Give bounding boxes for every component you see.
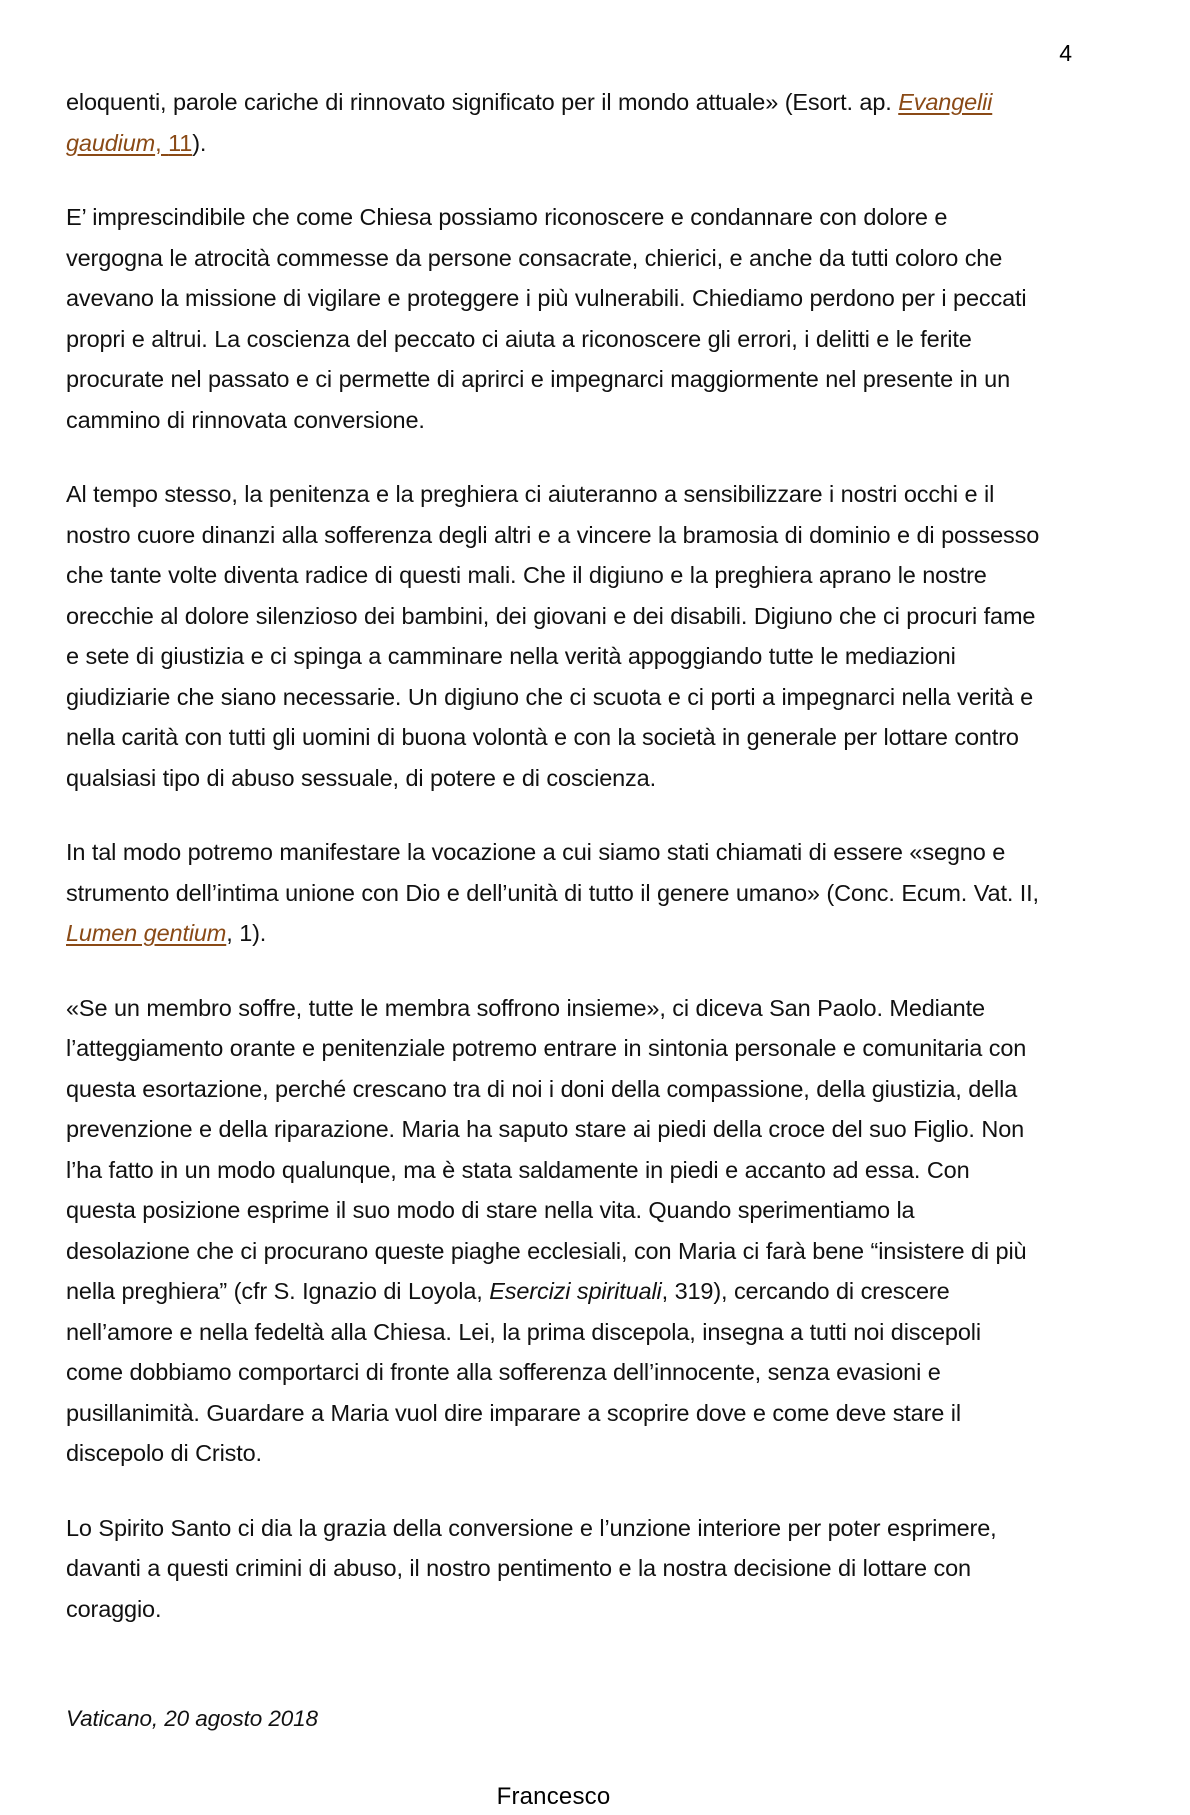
paragraph-5-part2: , 319), cercando di crescere nell’amore e nella fedeltà alla Chiesa. Lei, la prima discepola, insegna a tutti noi discepoli come dobbiamo comportarci di fronte alla sofferenza dell’innocente, senza evasioni e pusillanimità. Guardare a Maria vuol dire imparare a scoprire dove e come deve stare il discepolo di Cristo. [66, 1278, 981, 1466]
link-evangelii-gaudium-separator[interactable]: , [155, 129, 169, 156]
paragraph-1-tail: ). [192, 129, 207, 156]
paragraph-2: E’ imprescindibile che come Chiesa possiamo riconoscere e condannare con dolore e vergogna le atrocità commesse da persone consacrate, chierici, e anche da tutti coloro che avevano la missione di vigilare e proteggere i più vulnerabili. Chiediamo perdono per i peccati propri e altrui. La coscienza del peccato ci aiuta a riconoscere gli errori, i delitti e le ferite procurate nel passato e ci permette di aprirci e impegnarci maggiormente nel presente in un cammino di rinnovata conversione. [66, 204, 1027, 433]
paragraph-4 [66, 832, 1041, 954]
page-number: 4 [1059, 40, 1072, 66]
paragraph-4-lead: In tal modo potremo manifestare la vocazione a cui siamo stati chiamati di essere «segno e strumento dell’intima unione con Dio e dell’unità di tutto il genere umano» (Conc. Ecum. Vat. II, [66, 839, 1039, 906]
paragraph-4-tail: , 1). [226, 920, 267, 946]
signature-name-spacer [66, 1737, 1041, 1779]
signature-name: Francesco [496, 1783, 611, 1810]
paragraph-6: Lo Spirito Santo ci dia la grazia della conversione e l’unzione interiore per poter esprimere, davanti a questi crimini di abuso, il nostro pentimento e la nostra decisione di lottare con coraggio. [66, 1514, 997, 1622]
link-evangelii-gaudium-number[interactable]: 11 [168, 129, 193, 156]
link-lumen-gentium[interactable]: Lumen gentium [66, 920, 227, 946]
document-body [66, 82, 1041, 1815]
paragraph-1-lead: eloquenti, parole cariche di rinnovato significato per il mondo attuale» (Esort. ap. [66, 89, 899, 115]
paragraph-1 [66, 82, 1041, 163]
signature-spacer [66, 1663, 1041, 1701]
title-esercizi-spirituali: Esercizi spirituali [489, 1278, 662, 1304]
paragraph-3: Al tempo stesso, la penitenza e la preghiera ci aiuteranno a sensibilizzare i nostri occhi e il nostro cuore dinanzi alla sofferenza degli altri e a vincere la bramosia di dominio e di possesso che tante volte diventa radice di questi mali. Che il digiuno e la preghiera aprano le nostre orecchie al dolore silenzioso dei bambini, dei giovani e dei disabili. Digiuno che ci procuri fame e sete di giustizia e ci spinga a camminare nella verità appoggiando tutte le mediazioni giudiziarie che siano necessarie. Un digiuno che ci scuota e ci porti a impegnarci nella verità e nella carità con tutti gli uomini di buona volontà e con la società in generale per lottare contro qualsiasi tipo di abuso sessuale, di potere e di coscienza. [66, 481, 1040, 791]
link-evangelii-gaudium[interactable]: Evangelii gaudium [66, 89, 993, 156]
paragraph-5-part1: «Se un membro soffre, tutte le membra soffrono insieme», ci diceva San Paolo. Mediante l’atteggiamento orante e penitenziale potremo entrare in sintonia personale e comunitaria con questa esortazione, perché crescano tra di noi i doni della compassione, della giustizia, della prevenzione e della riparazione. Maria ha saputo stare ai piedi della croce del suo Figlio. Non l’ha fatto in un modo qualunque, ma è stata saldamente in piedi e accanto ad essa. Con questa posizione esprime il suo modo di stare nella vita. Quando sperimentiamo la desolazione che ci procurano queste piaghe ecclesiali, con Maria ci farà bene “insistere di più nella preghiera” (cfr S. Ignazio di Loyola, [66, 994, 1027, 1304]
paragraph-5 [66, 988, 1041, 1474]
signature-place-date: Vaticano, 20 agosto 2018 [66, 1706, 318, 1731]
